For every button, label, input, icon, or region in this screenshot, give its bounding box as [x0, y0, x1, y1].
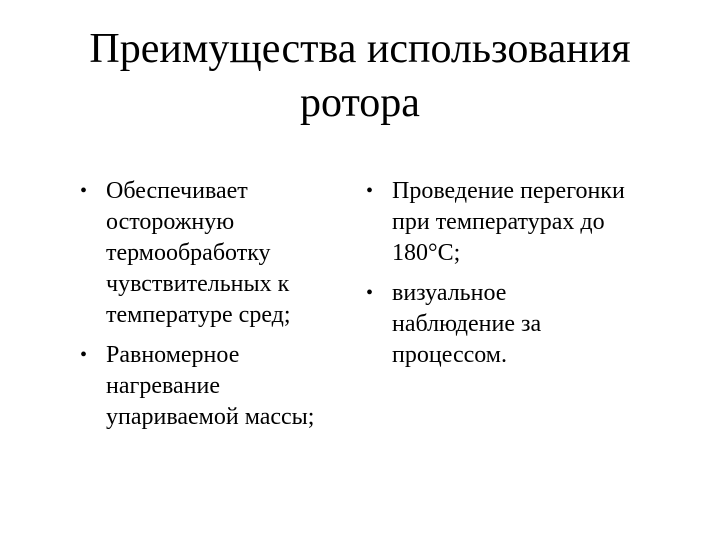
- left-bullet-list: [80, 176, 336, 442]
- bullet-icon: •: [366, 180, 374, 202]
- bullet-icon: •: [80, 180, 88, 202]
- list-item: [80, 340, 336, 433]
- bullet-icon: •: [80, 344, 88, 366]
- list-item-text: Равномерное нагревание упариваемой массы;: [106, 342, 315, 430]
- list-item-text: Обеспечивает осторожную термообработку чувствительных к температуре сред;: [106, 178, 291, 328]
- slide-title: [36, 22, 684, 130]
- list-item: [366, 278, 626, 371]
- list-item-text: Проведение перегонки при температурах до 180°С;: [392, 178, 625, 266]
- right-bullet-list: [366, 176, 626, 380]
- list-item: [80, 176, 336, 331]
- slide-title-line-1: Преимущества использования: [89, 26, 631, 72]
- slide-title-line-2: ротора: [300, 80, 420, 126]
- bullet-icon: •: [366, 282, 374, 304]
- list-item: [366, 176, 626, 269]
- list-item-text: визуальное наблюдение за процессом.: [392, 280, 542, 368]
